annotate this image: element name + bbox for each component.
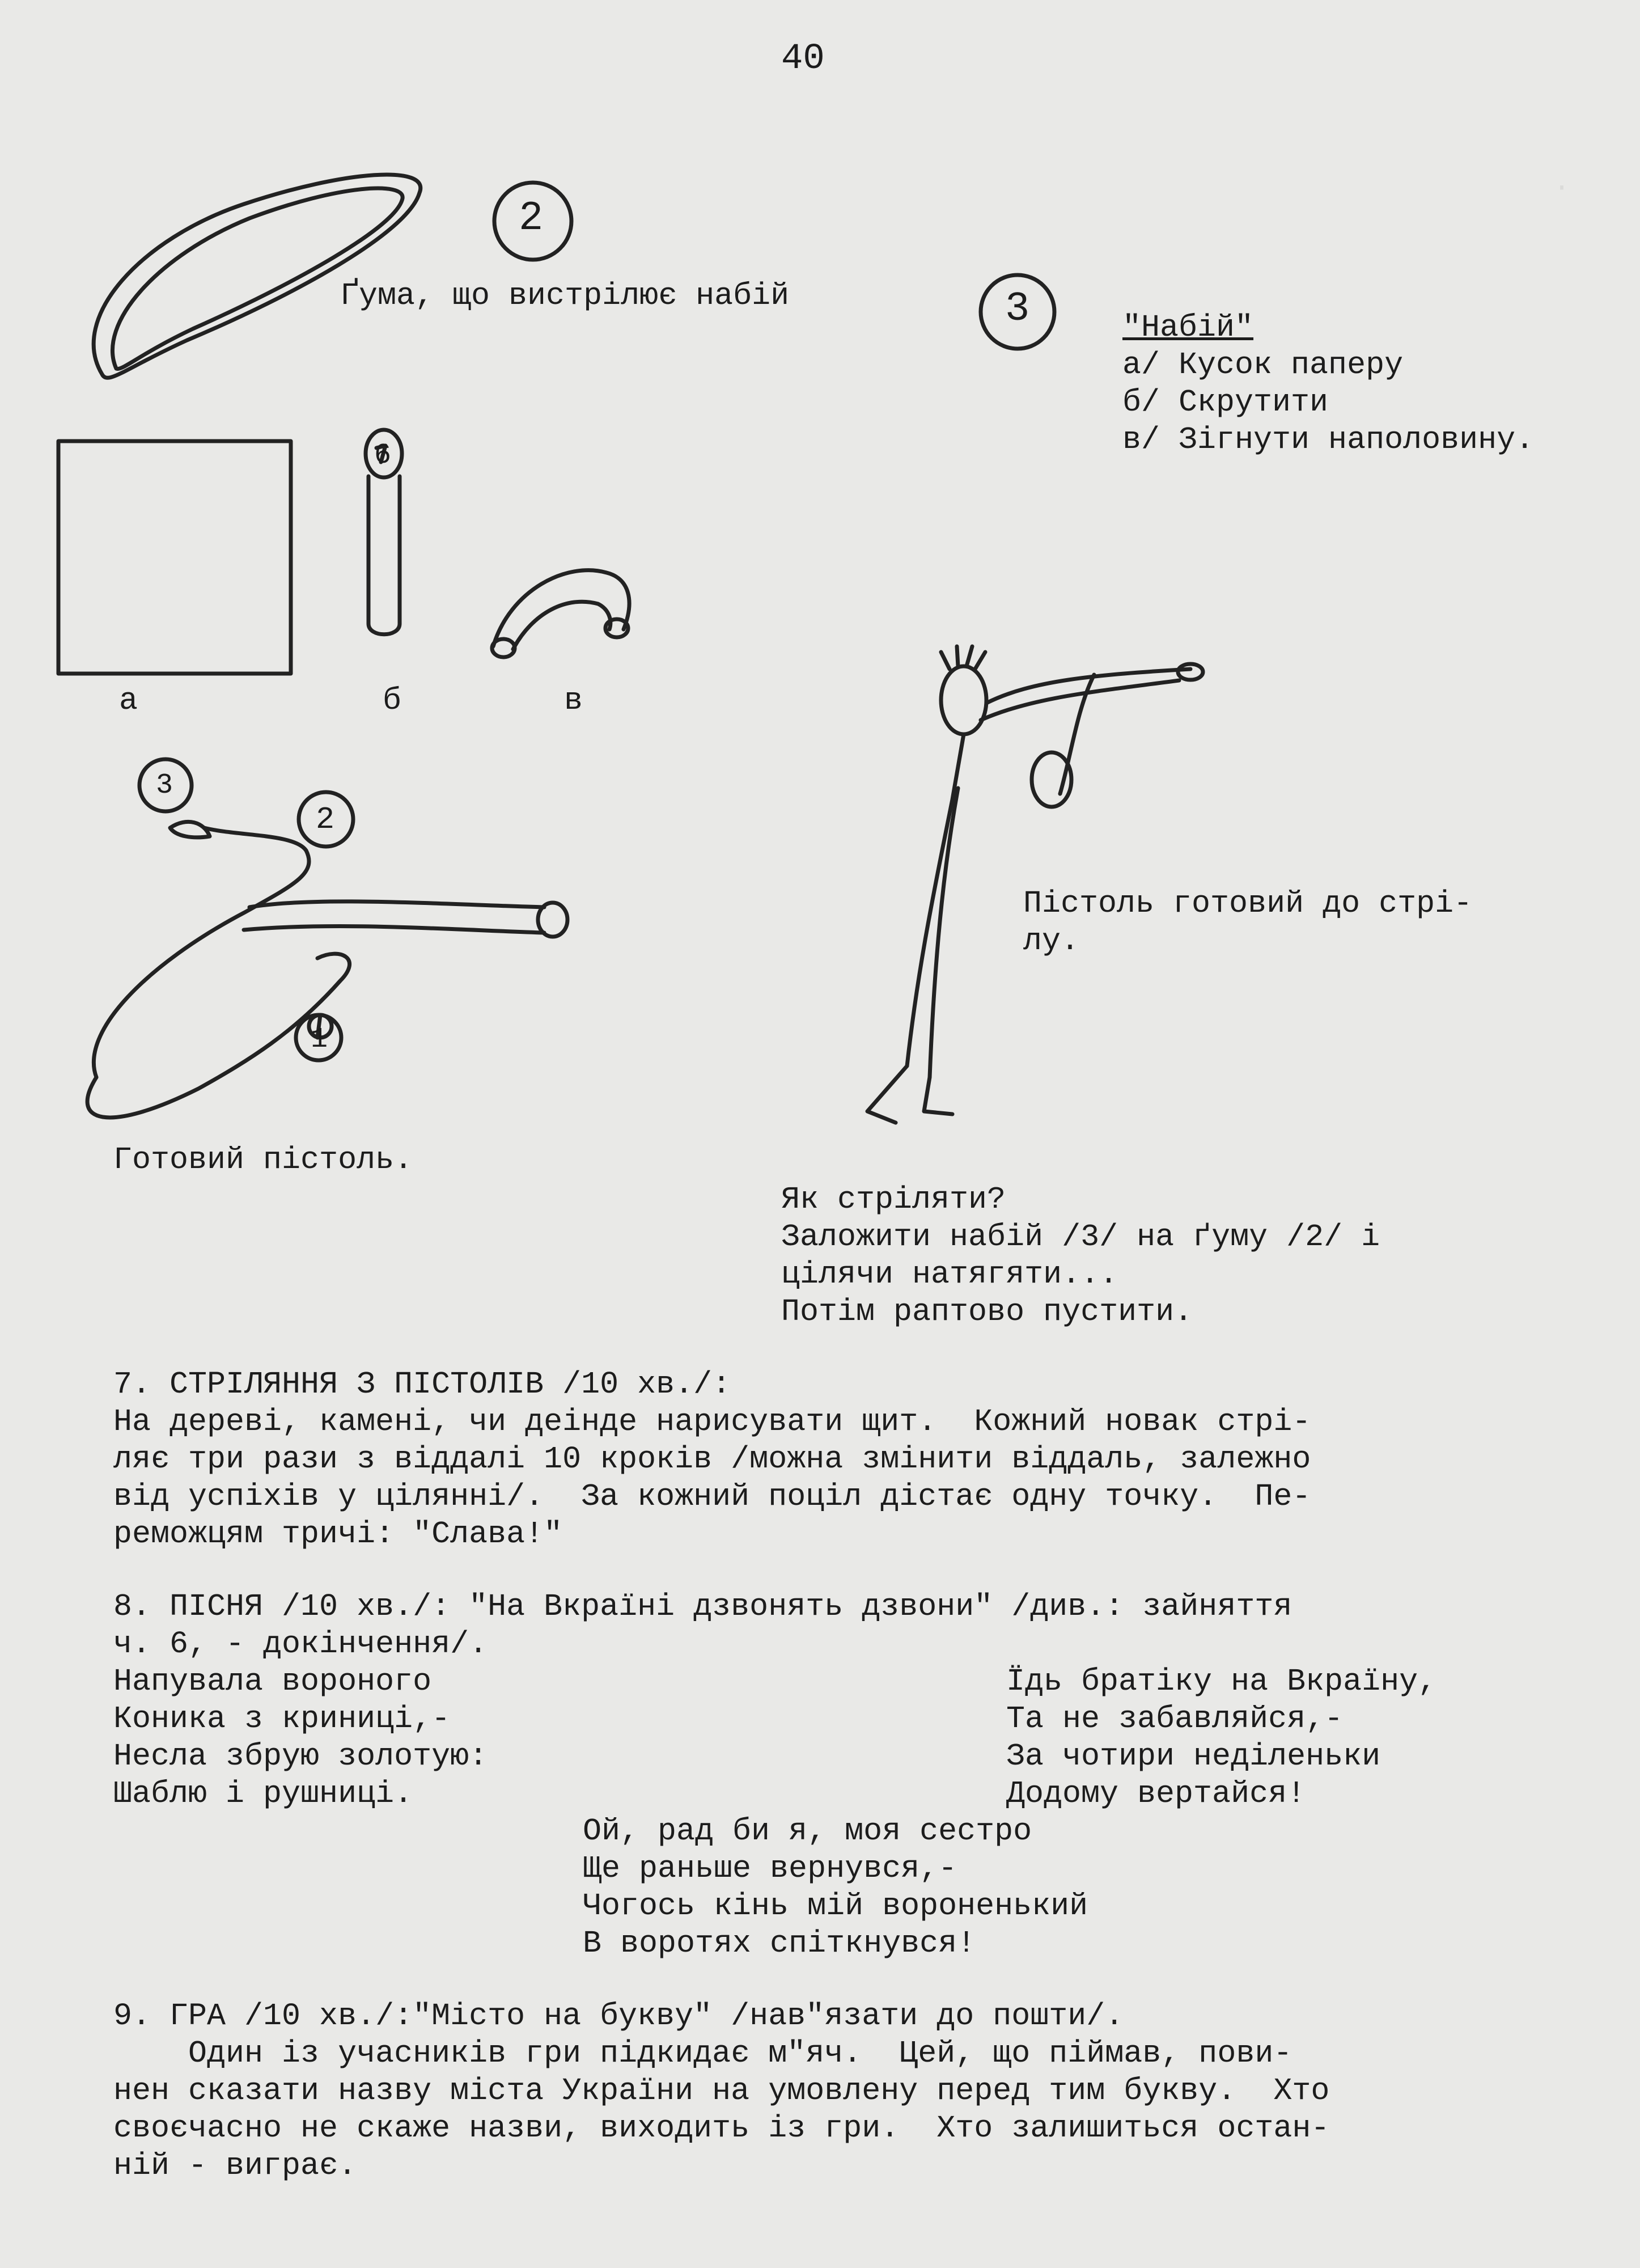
verse-center-line4: В воротях спіткнувся! (583, 1926, 976, 1961)
verse-right-line4: Додому вертайся! (1006, 1776, 1306, 1812)
label-b: б (383, 683, 402, 718)
marker-6-label: 6 (374, 439, 392, 472)
verse-left-line4: Шаблю і рушниці. (113, 1776, 413, 1812)
page-number: 40 (781, 39, 825, 79)
section8-heading-line2: ч. 6, - докінчення/. (113, 1626, 488, 1662)
marker-1-small-label: 1 (311, 1023, 328, 1056)
label-a: а (119, 683, 138, 718)
section9-line2: нен сказати назву міста України на умовлену перед тим букву. Хто (113, 2073, 1330, 2109)
verse-left-line1: Напувала вороного (113, 1664, 432, 1699)
charge-step-b: б/ Скрутити (1122, 384, 1329, 420)
caption-ready-pistol: Готовий пістоль. (113, 1142, 413, 1178)
verse-right-line1: Їдь братіку на Вкраїну, (1006, 1664, 1437, 1699)
show-through-text: · (1553, 172, 1571, 205)
marker-3-small-label: 3 (156, 769, 173, 802)
charge-step-a: а/ Кусок паперу (1122, 347, 1404, 383)
section9-line4: ній - виграє. (113, 2148, 357, 2184)
section7-heading: 7. СТРІЛЯННЯ З ПІСТОЛІВ /10 хв./: (113, 1366, 731, 1402)
caption-aim-line2: лу. (1023, 923, 1080, 959)
marker-3-label: 3 (1005, 286, 1030, 332)
label-v: в (564, 683, 583, 718)
charge-step-v: в/ Зігнути наполовину. (1122, 422, 1535, 458)
verse-left-line3: Несла збрую золотую: (113, 1738, 488, 1774)
marker-2-small-label: 2 (316, 802, 335, 837)
how-to-shoot-line3: Потім раптово пустити. (781, 1294, 1193, 1330)
how-to-shoot-line2: цілячи натягяти... (781, 1256, 1118, 1292)
caption-rubber-band: Ґума, що вистрілює набій (340, 278, 790, 314)
charge-title: "Набій" (1122, 310, 1254, 345)
verse-right-line2: Та не забавляйся,- (1006, 1701, 1344, 1737)
caption-aim-line1: Пістоль готовий до стрі- (1023, 886, 1473, 921)
section7-line1: На дереві, камені, чи деінде нарисувати щит. Кожний новак стрі- (113, 1404, 1311, 1440)
verse-left-line2: Коника з криниці,- (113, 1701, 451, 1737)
verse-center-line2: Ще раньше вернувся,- (583, 1851, 957, 1886)
bent-charge-drawing (492, 570, 629, 657)
how-to-shoot-title: Як стріляти? (781, 1182, 1006, 1217)
verse-center-line3: Чогось кінь мій вороненький (583, 1888, 1088, 1924)
ready-pistol-drawing (87, 822, 567, 1118)
verse-center-line1: Ой, рад би я, моя сестро (583, 1813, 1032, 1849)
verse-right-line3: За чотири неділеньки (1006, 1738, 1381, 1774)
section9-line3: своєчасно не скаже назви, виходить із гри. Хто залишиться остан- (113, 2110, 1330, 2146)
how-to-shoot-line1: Заложити набій /3/ на ґуму /2/ і (781, 1219, 1380, 1255)
section7-line3: від успіхів у цілянні/. За кожний поціл дістає одну точку. Пе- (113, 1479, 1311, 1514)
section7-line4: реможцям тричі: "Слава!" (113, 1516, 563, 1552)
section9-line1: Один із учасників гри підкидає м"яч. Цей, що піймав, пови- (113, 2036, 1292, 2071)
section7-line2: ляє три рази з віддалі 10 кроків /можна змінити віддаль, залежно (113, 1441, 1311, 1477)
paper-square-drawing (58, 441, 291, 674)
section9-heading: 9. ГРА /10 хв./:"Місто на букву" /нав"язати до пошти/. (113, 1998, 1124, 2034)
marker-2-label: 2 (519, 195, 544, 242)
section8-heading-line1: 8. ПІСНЯ /10 хв./: "На Вкраїні дзвонять дзвони" /див.: зайняття (113, 1589, 1292, 1624)
